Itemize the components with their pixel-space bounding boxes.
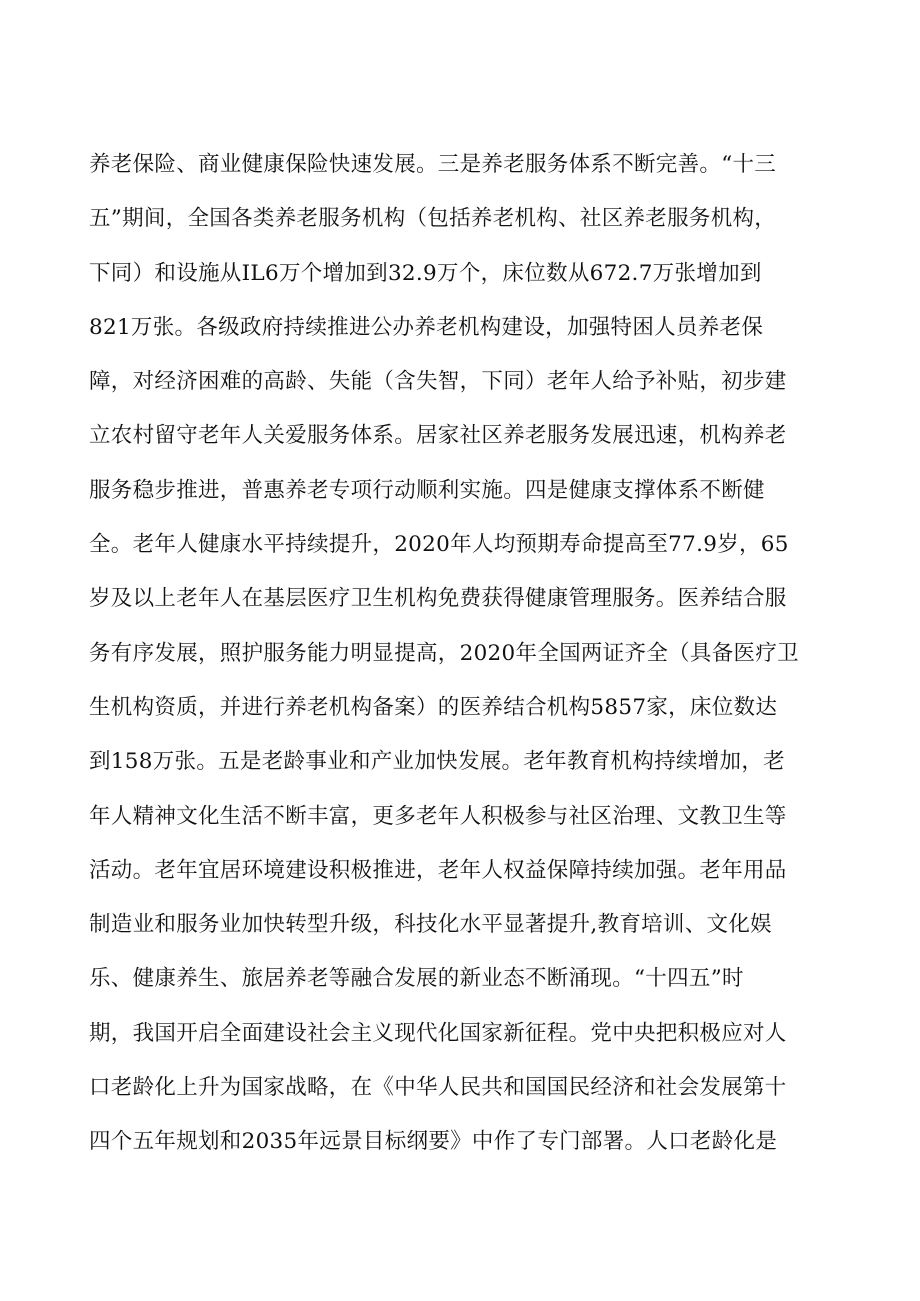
text-line: 乐、健康养生、旅居养老等融合发展的新业态不断涌现。“十四五”时 xyxy=(89,966,744,992)
body-paragraph xyxy=(89,138,834,1170)
text-line: 全。老年人健康水平持续提升，2020年人均预期寿命提高至77.9岁，65 xyxy=(89,532,789,558)
text-line: 岁及以上老年人在基层医疗卫生机构免费获得健康管理服务。医养结合服 xyxy=(89,586,787,612)
text-line: 年人精神文化生活不断丰富，更多老年人积极参与社区治理、文教卫生等 xyxy=(89,803,787,829)
text-line: 四个五年规划和2035年远景目标纲要》中作了专门部署。人口老龄化是 xyxy=(89,1129,778,1155)
text-line: 服务稳步推进，普惠养老专项行动顺利实施。四是健康支撑体系不断健 xyxy=(89,477,765,503)
text-line: 立农村留守老年人关爱服务体系。居家社区养老服务发展迅速，机构养老 xyxy=(89,423,787,449)
text-line: 养老保险、商业健康保险快速发展。三是养老服务体系不断完善。“十三 xyxy=(89,152,777,177)
text-line: 下同）和设施从IL6万个增加到32.9万个，床位数从672.7万张增加到 xyxy=(89,260,762,286)
text-line: 生机构资质，并进行养老机构备案）的医养结合机构5857家，床位数达 xyxy=(89,694,778,720)
text-line: 障，对经济困难的高龄、失能（含失智，下同）老年人给予补贴，初步建 xyxy=(89,369,787,395)
text-line: 821万张。各级政府持续推进公办养老机构建设，加强特困人员养老保 xyxy=(89,314,764,340)
text-line: 期，我国开启全面建设社会主义现代化国家新征程。党中央把积极应对人 xyxy=(89,1020,787,1046)
text-line: 制造业和服务业加快转型升级，科技化水平显著提升,教育培训、文化娱 xyxy=(89,912,772,938)
text-line: 务有序发展，照护服务能力明显提高，2020年全国两证齐全（具备医疗卫 xyxy=(89,640,799,666)
text-line: 活动。老年宜居环境建设积极推进，老年人权益保障持续加强。老年用品 xyxy=(89,857,787,883)
text-line: 到158万张。五是老龄事业和产业加快发展。老年教育机构持续增加，老 xyxy=(89,749,785,775)
text-line: 五”期间，全国各类养老服务机构（包括养老机构、社区养老服务机构， xyxy=(89,206,777,232)
text-line: 口老龄化上升为国家战略，在《中华人民共和国国民经济和社会发展第十 xyxy=(89,1075,787,1101)
